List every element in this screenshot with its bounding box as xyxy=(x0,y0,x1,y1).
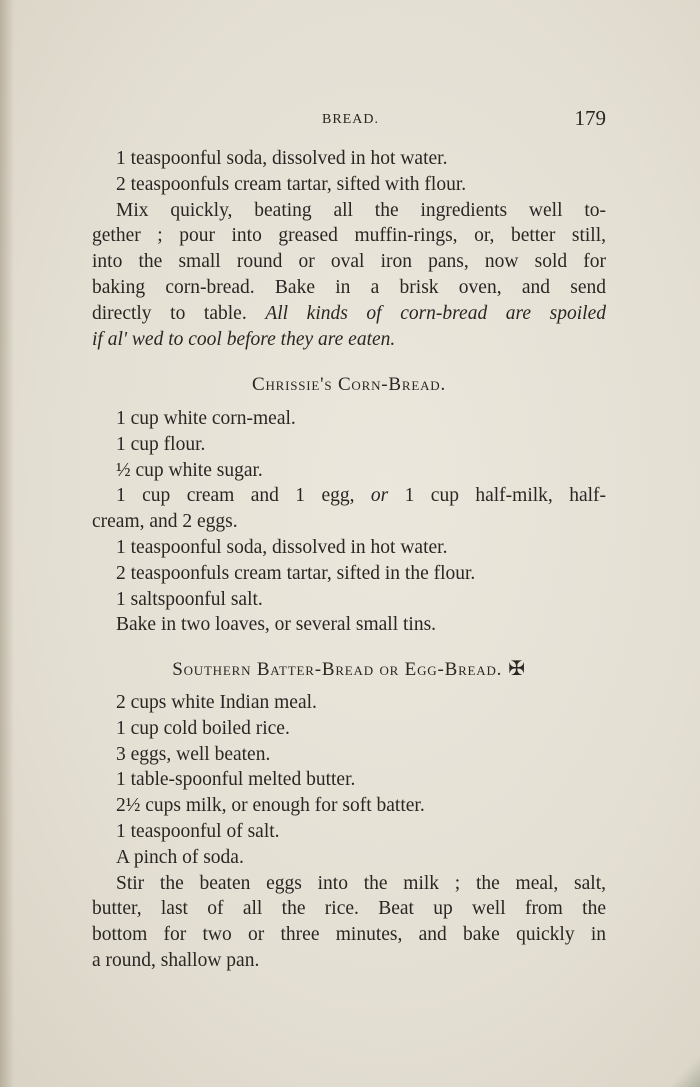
ingredient-line: 3 eggs, well beaten. xyxy=(116,743,271,765)
running-title: BREAD. xyxy=(322,112,379,127)
paragraph-italic: if al' wed to cool before they are eaten. xyxy=(92,328,396,350)
ingredient-line: cream, and 2 eggs. xyxy=(92,511,238,533)
paragraph-line: bottom for two or three minutes, and bake quickly in xyxy=(92,924,606,946)
ingredient-line: 1 cup cold boiled rice. xyxy=(116,717,290,739)
ingredient-line: 1 cup flour. xyxy=(116,433,206,455)
recipe-title: Southern Batter-Bread or Egg-Bread. xyxy=(172,659,503,680)
paragraph-line: a round, shallow pan. xyxy=(92,949,260,971)
ingredient-line: 1 teaspoonful soda, dissolved in hot water. xyxy=(116,148,448,169)
ingredient-line: A pinch of soda. xyxy=(116,846,244,868)
paragraph-line: baking corn-bread. Bake in a brisk oven, and send xyxy=(92,276,606,298)
paragraph-text: directly to table. xyxy=(92,302,266,324)
instruction-line: Bake in two loaves, or several small tins. xyxy=(116,614,437,636)
paragraph-line: Stir the beaten eggs into the milk ; the meal, salt, xyxy=(116,872,606,894)
recipe-title: Chrissie's Corn-Bread. xyxy=(251,374,447,395)
ingredient-line: 2 cups white Indian meal. xyxy=(116,692,317,713)
ingredient-line: 1 teaspoonful soda, dissolved in hot water. xyxy=(116,536,448,558)
page-corner-shading xyxy=(660,1057,700,1087)
recipe-southern xyxy=(92,657,606,683)
ingredient-line: 1 saltspoonful salt. xyxy=(116,588,263,610)
running-head xyxy=(92,106,608,134)
ingredient-italic: or xyxy=(370,485,389,507)
ingredient-line: 1 table-spoonful melted butter. xyxy=(116,769,356,791)
ingredient-line xyxy=(92,483,606,509)
paragraph-italic: All kinds of corn-bread are spoiled xyxy=(265,302,607,324)
cross-mark-icon: ✠ xyxy=(508,658,526,680)
paragraph-line: gether ; pour into greased muffin-rings, or, better still, xyxy=(92,225,606,247)
recipe-chrissie xyxy=(92,372,606,398)
ingredient-line: 2½ cups milk, or enough for soft batter. xyxy=(116,795,425,817)
ingredient-line: 2 teaspoonfuls cream tartar, sifted with flour. xyxy=(116,173,467,195)
paragraph-line: into the small round or oval iron pans, now sold for xyxy=(92,251,606,273)
ingredient-line: 1 cup white corn-meal. xyxy=(116,408,296,429)
page-number: 179 xyxy=(574,106,606,130)
paragraph-line: Mix quickly, beating all the ingredients well to- xyxy=(116,199,606,221)
recipe-southern-body xyxy=(92,690,606,974)
paragraph-line: butter, last of all the rice. Beat up well from the xyxy=(92,898,606,920)
paragraph-line xyxy=(92,301,606,327)
ingredient-line: 2 teaspoonfuls cream tartar, sifted in the flour. xyxy=(116,562,476,584)
paragraph-line xyxy=(92,327,606,353)
recipe-title-row xyxy=(92,657,606,683)
ingredient-line: 1 teaspoonful of salt. xyxy=(116,820,280,842)
intro-block xyxy=(92,146,606,352)
recipe-chrissie-body xyxy=(92,406,606,638)
ingredient-line: ½ cup white sugar. xyxy=(116,459,263,481)
gutter-shadow xyxy=(0,0,14,1087)
ingredient-text: 1 cup half-milk, half- xyxy=(388,485,607,507)
ingredient-text: 1 cup cream and 1 egg, xyxy=(116,485,371,507)
